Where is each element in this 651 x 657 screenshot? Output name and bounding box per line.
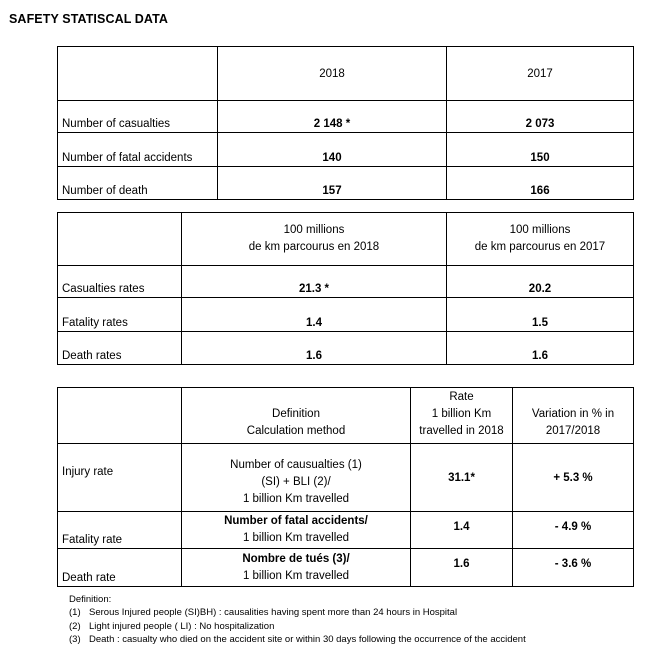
value-2018: 140 (218, 133, 447, 167)
value-2018: 157 (218, 167, 447, 200)
note-text: Light injured people ( LI) : No hospitalization (89, 620, 275, 632)
table-header-empty (58, 213, 182, 266)
value-2017: 150 (447, 133, 634, 167)
definition-cell (182, 444, 411, 512)
column-header-2017 (447, 213, 634, 266)
column-header-2018 (182, 213, 447, 266)
table-row (58, 332, 634, 365)
table-header-empty (58, 47, 218, 101)
definition-line: (SI) + BLI (2)/ (261, 476, 331, 488)
definition-notes (69, 593, 526, 646)
rate-value: 1.4 (411, 512, 513, 549)
table-row (58, 298, 634, 332)
column-header-2017: 2017 (447, 47, 634, 101)
row-label: Death rate (58, 549, 182, 587)
table-row (58, 549, 634, 587)
column-header-variation (513, 388, 634, 444)
note-text: Serous Injured people (SI)BH) : causalities having spent more than 24 hours in Hospital (89, 607, 458, 619)
row-label: Number of death (58, 167, 218, 200)
value-2017: 1.5 (447, 298, 634, 332)
row-label: Fatality rate (58, 512, 182, 549)
note-number: (3) (69, 633, 81, 645)
table-row (58, 266, 634, 298)
page-title: SAFETY STATISCAL DATA (9, 12, 169, 26)
rate-value: 1.6 (411, 549, 513, 587)
value-2018: 1.4 (182, 298, 447, 332)
header-line: de km parcourus en 2018 (248, 241, 380, 253)
note-number: (1) (69, 607, 81, 619)
header-line: travelled in 2018 (419, 425, 504, 437)
header-line: Rate (449, 391, 474, 403)
header-line: 100 millions (283, 224, 345, 236)
column-header-2018: 2018 (218, 47, 447, 101)
header-line: Variation in % in (531, 408, 615, 420)
row-label: Casualties rates (58, 266, 182, 298)
value-2017: 2 073 (447, 101, 634, 133)
note-item (69, 633, 526, 646)
table-header-empty (58, 388, 182, 444)
value-2017: 20.2 (447, 266, 634, 298)
header-line: 1 billion Km (431, 408, 492, 420)
note-number: (2) (69, 620, 81, 632)
definition-line: Number of fatal accidents/ (224, 515, 368, 527)
variation-value: - 3.6 % (513, 549, 634, 587)
table-row (58, 133, 634, 167)
rate-value: 31.1* (411, 444, 513, 512)
column-header-definition (182, 388, 411, 444)
value-2017: 1.6 (447, 332, 634, 365)
definition-cell (182, 549, 411, 587)
row-label: Fatality rates (58, 298, 182, 332)
row-label: Number of casualties (58, 101, 218, 133)
note-text: Death : casualty who died on the accident site or within 30 days following the occurrence of the accident (89, 633, 526, 645)
column-header-rate (411, 388, 513, 444)
value-2018: 21.3 * (182, 266, 447, 298)
definition-line: 1 billion Km travelled (242, 570, 350, 582)
table-row (58, 101, 634, 133)
value-2018: 1.6 (182, 332, 447, 365)
definition-line: Number of causualties (1) (230, 459, 362, 471)
definition-line: Nombre de tués (3)/ (242, 553, 350, 565)
note-item (69, 620, 526, 633)
definition-cell (182, 512, 411, 549)
table-row (58, 444, 634, 512)
table-row (58, 512, 634, 549)
table-yearly-totals (57, 46, 634, 200)
table-header-row (58, 47, 634, 101)
definition-line: 1 billion Km travelled (242, 532, 350, 544)
variation-value: - 4.9 % (513, 512, 634, 549)
row-label: Death rates (58, 332, 182, 365)
variation-value: + 5.3 % (513, 444, 634, 512)
value-2018: 2 148 * (218, 101, 447, 133)
notes-heading: Definition: (69, 594, 112, 605)
table-rates-100m-km (57, 212, 634, 365)
table-header-row (58, 213, 634, 266)
note-item (69, 606, 526, 619)
row-label: Injury rate (58, 444, 182, 512)
definition-line: 1 billion Km travelled (242, 493, 350, 505)
header-line: de km parcourus en 2017 (474, 241, 606, 253)
header-line: Definition (272, 408, 320, 420)
header-line: Calculation method (246, 425, 346, 437)
table-header-row (58, 388, 634, 444)
header-line: 2017/2018 (545, 425, 601, 437)
row-label: Number of fatal accidents (58, 133, 218, 167)
value-2017: 166 (447, 167, 634, 200)
table-row (58, 167, 634, 200)
table-rates-1b-km (57, 387, 634, 587)
header-line: 100 millions (509, 224, 571, 236)
